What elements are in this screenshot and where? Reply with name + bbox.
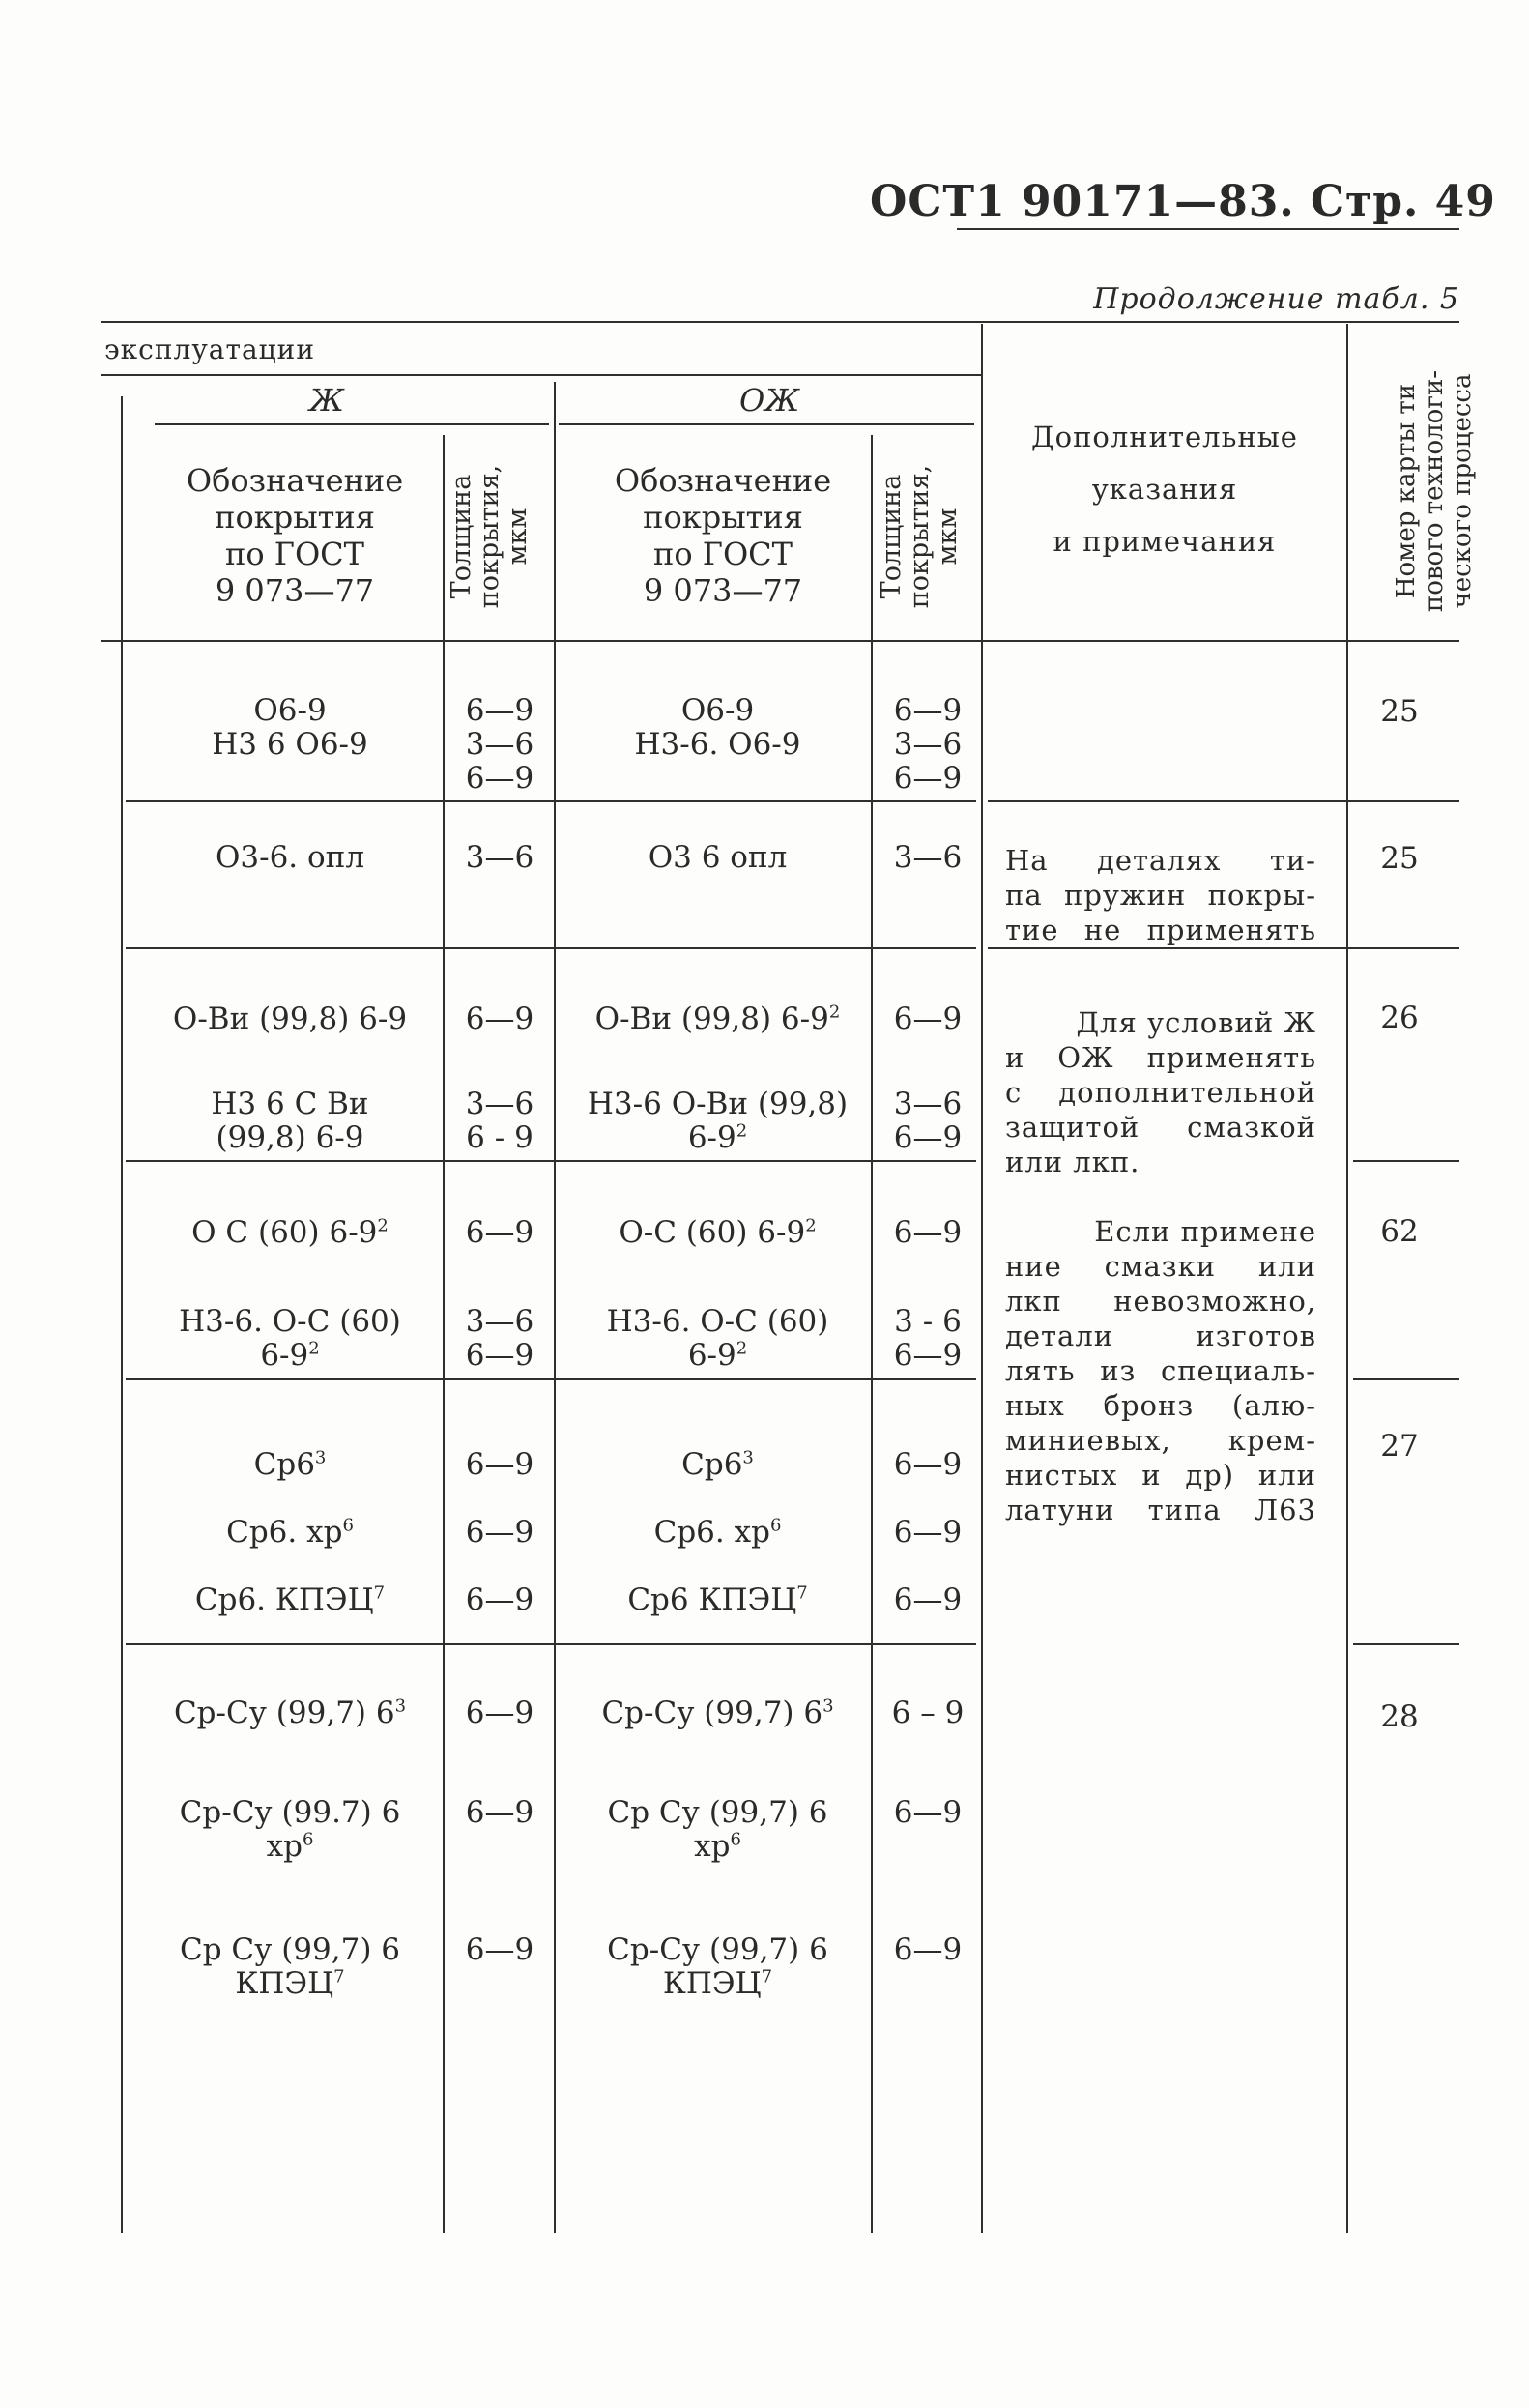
header-line: указания — [1091, 473, 1238, 506]
col-line-zh-thick — [443, 435, 445, 2233]
cell-text: 6-9 — [260, 1338, 309, 1373]
ozh-designation-cell — [570, 1002, 865, 1036]
ozh-designation-cell — [570, 1796, 865, 1864]
cell-line: 6—9 — [893, 1515, 963, 1550]
note-line: ных бронз (алю- — [1005, 1389, 1316, 1422]
cell-line: Ср Су (99,7) 6 — [179, 1932, 401, 1967]
cell-line: Ср-Су (99.7) 6 — [179, 1795, 401, 1830]
note-cell — [1005, 843, 1316, 947]
ozh-designation-header — [588, 462, 858, 609]
cell-line: 3—6 — [465, 1304, 534, 1339]
footnote-ref: 2 — [828, 1001, 841, 1023]
header-line: Обозначение — [186, 462, 404, 499]
cell-line: Н3 6 С Ви — [211, 1087, 369, 1121]
exploitation-label: эксплуатации — [104, 334, 315, 365]
cell-text: Ср6 — [253, 1447, 315, 1482]
zh-designation-cell — [145, 1933, 435, 2001]
group-rule-zh — [155, 423, 549, 425]
row-sep-1 — [126, 800, 976, 802]
header-line: Обозначение — [614, 462, 832, 499]
ozh-designation-cell — [570, 1088, 865, 1155]
card-number-cell: 62 — [1380, 1214, 1419, 1249]
col-line-card — [1346, 324, 1348, 2233]
cell-line: 6—9 — [893, 1582, 963, 1617]
note-line: На деталях ти- — [1005, 844, 1316, 877]
footnote-ref: 6 — [769, 1515, 782, 1536]
title-underline — [957, 228, 1459, 230]
ozh-designation-cell — [570, 1305, 865, 1373]
ozh-designation-cell — [570, 1933, 865, 2001]
note-line: и ОЖ применять — [1005, 1041, 1316, 1074]
ozh-designation-cell: О3 6 опл — [648, 840, 788, 875]
ozh-thickness-cell — [875, 1431, 981, 1634]
continuation-label: Продолжение табл. 5 — [1093, 282, 1459, 316]
ozh-thickness-cell — [875, 1088, 981, 1155]
zh-designation-cell — [145, 1305, 435, 1373]
footnote-ref: 2 — [377, 1215, 389, 1236]
ozh-thickness-cell: 6—9 — [893, 1001, 963, 1036]
cell-line: 6—9 — [893, 1120, 963, 1155]
ozh-designation-cell — [570, 1431, 865, 1634]
cell-line: 6—9 — [465, 1338, 534, 1373]
note-line: защитой смазкой — [1005, 1111, 1316, 1144]
footnote-ref: 6 — [302, 1829, 314, 1850]
cell-line — [570, 1498, 865, 1566]
zh-thickness-cell — [447, 1305, 553, 1373]
cell-line: 3—6 — [465, 727, 534, 762]
cell-line: 6—9 — [893, 1447, 963, 1482]
zh-designation-cell — [145, 1796, 435, 1864]
col-line-notes — [981, 324, 983, 2233]
header-line: Номер карты ти — [1392, 383, 1421, 599]
footnote-ref: 2 — [805, 1215, 817, 1236]
footnote-ref: 2 — [308, 1338, 320, 1359]
exploitation-rule — [101, 374, 983, 376]
row-sep-3-card — [1353, 1160, 1459, 1162]
cell-line: Н3-6. О-С (60) — [179, 1304, 401, 1339]
row-sep-2 — [126, 947, 976, 949]
zh-thickness-cell — [447, 1088, 553, 1155]
ozh-thickness-cell: 6 – 9 — [891, 1696, 965, 1730]
cell-line: 3—6 — [465, 1087, 534, 1121]
zh-thickness-header — [447, 454, 544, 619]
cell-text: Ср-Су (99,7) 6 — [601, 1696, 823, 1730]
cell-text: Ср6 КПЭЦ — [627, 1582, 797, 1617]
cell-text: 6-9 — [687, 1338, 736, 1373]
group-zh-label: Ж — [309, 382, 344, 419]
cell-line: 6—9 — [465, 693, 534, 728]
header-line: Дополнительные — [1031, 421, 1298, 453]
col-line-mid — [554, 382, 556, 2233]
ozh-thickness-cell: 6—9 — [893, 1795, 963, 1830]
cell-text: КПЭЦ — [235, 1966, 334, 2001]
card-number-cell: 28 — [1380, 1699, 1419, 1734]
note-line: детали изготов — [1005, 1320, 1316, 1352]
footnote-ref: 6 — [730, 1829, 741, 1850]
cell-line: 6—9 — [893, 761, 963, 796]
cell-text: 6-9 — [687, 1120, 736, 1155]
cell-line — [145, 1566, 435, 1634]
cell-line: Н3 6 О6-9 — [212, 727, 368, 762]
cell-line: Ср Су (99,7) 6 — [607, 1795, 828, 1830]
note-line: па пружин покры- — [1005, 879, 1316, 912]
cell-text: Ср6 — [681, 1447, 743, 1482]
zh-thickness-cell: 6—9 — [465, 1001, 534, 1036]
ozh-designation-cell — [570, 1697, 865, 1730]
row-sep-2-note — [988, 947, 1459, 949]
header-line: мкм — [503, 508, 533, 566]
cell-line — [570, 1830, 865, 1864]
cell-line — [570, 1121, 865, 1155]
cell-line — [145, 1498, 435, 1566]
cell-line: 6—9 — [465, 1447, 534, 1482]
zh-designation-cell: О3-6. опл — [215, 840, 365, 875]
header-line: 9 073—77 — [215, 572, 375, 609]
row-sep-3 — [126, 1160, 976, 1162]
header-line: покрытия, — [905, 464, 935, 609]
row-sep-4 — [126, 1378, 976, 1380]
cell-text: Ср6. хр — [653, 1515, 770, 1550]
group-rule-ozh — [559, 423, 974, 425]
ozh-thickness-cell — [875, 694, 981, 796]
cell-line: 3—6 — [893, 1087, 963, 1121]
header-line: ческого процесса — [1448, 373, 1477, 609]
header-line: мкм — [933, 508, 963, 566]
header-line: пового технологи- — [1420, 369, 1449, 613]
ozh-thickness-cell — [875, 1305, 981, 1373]
table-top-rule — [101, 321, 1459, 323]
cell-text: О-С (60) 6-9 — [619, 1215, 806, 1250]
zh-designation-cell — [145, 1697, 435, 1730]
cell-line: 6—9 — [465, 1582, 534, 1617]
zh-designation-cell — [145, 694, 435, 762]
card-number-cell: 26 — [1380, 1001, 1419, 1035]
note-line: Если примене — [1094, 1215, 1316, 1248]
ozh-thickness-header — [878, 454, 974, 619]
footnote-ref: 7 — [796, 1582, 808, 1604]
col-line-ozh-thick — [871, 435, 873, 2233]
cell-line: О6-9 — [253, 693, 327, 728]
zh-thickness-cell: 6—9 — [465, 1215, 534, 1250]
zh-thickness-cell — [447, 1431, 553, 1634]
cell-line — [145, 1339, 435, 1373]
cell-text: О С (60) 6-9 — [191, 1215, 378, 1250]
cell-line — [570, 1967, 865, 2001]
header-line: Толщина — [447, 474, 476, 599]
ozh-designation-cell — [570, 1216, 865, 1250]
header-line: покрытия, — [475, 464, 505, 609]
zh-thickness-cell — [447, 694, 553, 796]
note-line: с дополнительной — [1005, 1076, 1316, 1109]
footnote-ref: 7 — [761, 1966, 773, 1987]
card-number-cell: 27 — [1380, 1429, 1419, 1464]
note-line: лять из специаль- — [1005, 1354, 1316, 1387]
cell-line: 6—9 — [893, 693, 963, 728]
cell-line: О6-9 — [680, 693, 755, 728]
note-line: латуни типа Л63 — [1005, 1494, 1316, 1526]
zh-designation-cell — [145, 1088, 435, 1155]
ozh-thickness-cell: 3—6 — [893, 840, 963, 875]
footnote-ref: 7 — [373, 1582, 386, 1604]
footnote-ref: 2 — [736, 1338, 748, 1359]
footnote-ref: 7 — [333, 1966, 345, 1987]
cell-line — [145, 1830, 435, 1864]
note-line: или лкп. — [1005, 1146, 1140, 1178]
ozh-thickness-cell: 6—9 — [893, 1215, 963, 1250]
zh-thickness-cell: 6—9 — [465, 1795, 534, 1830]
zh-thickness-cell: 3—6 — [465, 840, 534, 875]
header-bottom-rule — [101, 640, 1459, 642]
zh-designation-cell — [145, 1431, 435, 1634]
zh-designation-header — [159, 462, 430, 609]
note-cell — [1005, 1005, 1316, 1179]
note-line: ние смазки или — [1005, 1250, 1316, 1283]
note-line: лкп невозможно, — [1005, 1285, 1316, 1318]
header-line: 9 073—77 — [643, 572, 803, 609]
header-line: покрытия — [643, 499, 803, 536]
cell-text: хр — [266, 1829, 303, 1864]
cell-text: хр — [694, 1829, 731, 1864]
zh-thickness-cell: 6—9 — [465, 1696, 534, 1730]
footnote-ref: 3 — [822, 1696, 834, 1717]
cell-line — [570, 1566, 865, 1634]
group-ozh-label: ОЖ — [739, 382, 800, 419]
note-line: тие не применять — [1005, 914, 1316, 946]
header-line: по ГОСТ — [224, 536, 364, 572]
cell-line: 6—9 — [465, 761, 534, 796]
row-sep-5 — [126, 1643, 976, 1645]
document-title: ОСТ1 90171—83. Стр. 49 — [870, 177, 1496, 226]
note-cell — [1005, 1214, 1316, 1527]
zh-designation-cell: О-Ви (99,8) 6-9 — [172, 1001, 408, 1036]
row-sep-4-card — [1353, 1378, 1459, 1380]
zh-designation-cell — [145, 1216, 435, 1250]
notes-header — [995, 411, 1334, 567]
cell-text: Ср-Су (99,7) 6 — [173, 1696, 395, 1730]
note-line: нистых и др) или — [1005, 1459, 1316, 1492]
header-line: покрытия — [215, 499, 375, 536]
cell-line: 6—9 — [893, 1338, 963, 1373]
cell-line: Н3-6. О-С (60) — [606, 1304, 829, 1339]
cell-line: Н3-6 О-Ви (99,8) — [587, 1087, 849, 1121]
card-number-header — [1393, 346, 1499, 636]
cell-text: Ср6. КПЭЦ — [194, 1582, 374, 1617]
footnote-ref: 3 — [394, 1696, 407, 1717]
ozh-designation-cell — [570, 694, 865, 762]
cell-line: (99,8) 6-9 — [216, 1120, 364, 1155]
header-line: Толщина — [877, 474, 907, 599]
cell-line — [145, 1431, 435, 1498]
card-number-cell: 25 — [1380, 694, 1419, 729]
cell-line — [145, 1967, 435, 2001]
cell-line: Н3-6. О6-9 — [634, 727, 801, 762]
ozh-thickness-cell: 6—9 — [893, 1932, 963, 1967]
footnote-ref: 3 — [314, 1447, 327, 1468]
cell-line: 6 - 9 — [466, 1120, 534, 1155]
footnote-ref: 3 — [742, 1447, 754, 1468]
row-sep-1-note — [988, 800, 1459, 802]
footnote-ref: 2 — [736, 1120, 748, 1142]
header-line: и примечания — [1053, 525, 1277, 558]
cell-text: Ср6. хр — [226, 1515, 343, 1550]
col-line-left — [121, 396, 123, 2233]
footnote-ref: 6 — [342, 1515, 354, 1536]
cell-text: О-Ви (99,8) 6-9 — [594, 1001, 829, 1036]
cell-line — [570, 1431, 865, 1498]
note-line: Для условий Ж — [1076, 1006, 1316, 1039]
zh-thickness-cell: 6—9 — [465, 1932, 534, 1967]
cell-line: 3 - 6 — [894, 1304, 962, 1339]
note-line: миниевых, крем- — [1005, 1424, 1316, 1457]
cell-text: КПЭЦ — [662, 1966, 762, 2001]
cell-line: 6—9 — [465, 1515, 534, 1550]
card-number-cell: 25 — [1380, 841, 1419, 876]
header-line: по ГОСТ — [652, 536, 793, 572]
cell-line — [570, 1339, 865, 1373]
cell-line: 3—6 — [893, 727, 963, 762]
cell-line: Ср-Су (99,7) 6 — [607, 1932, 828, 1967]
row-sep-5-card — [1353, 1643, 1459, 1645]
